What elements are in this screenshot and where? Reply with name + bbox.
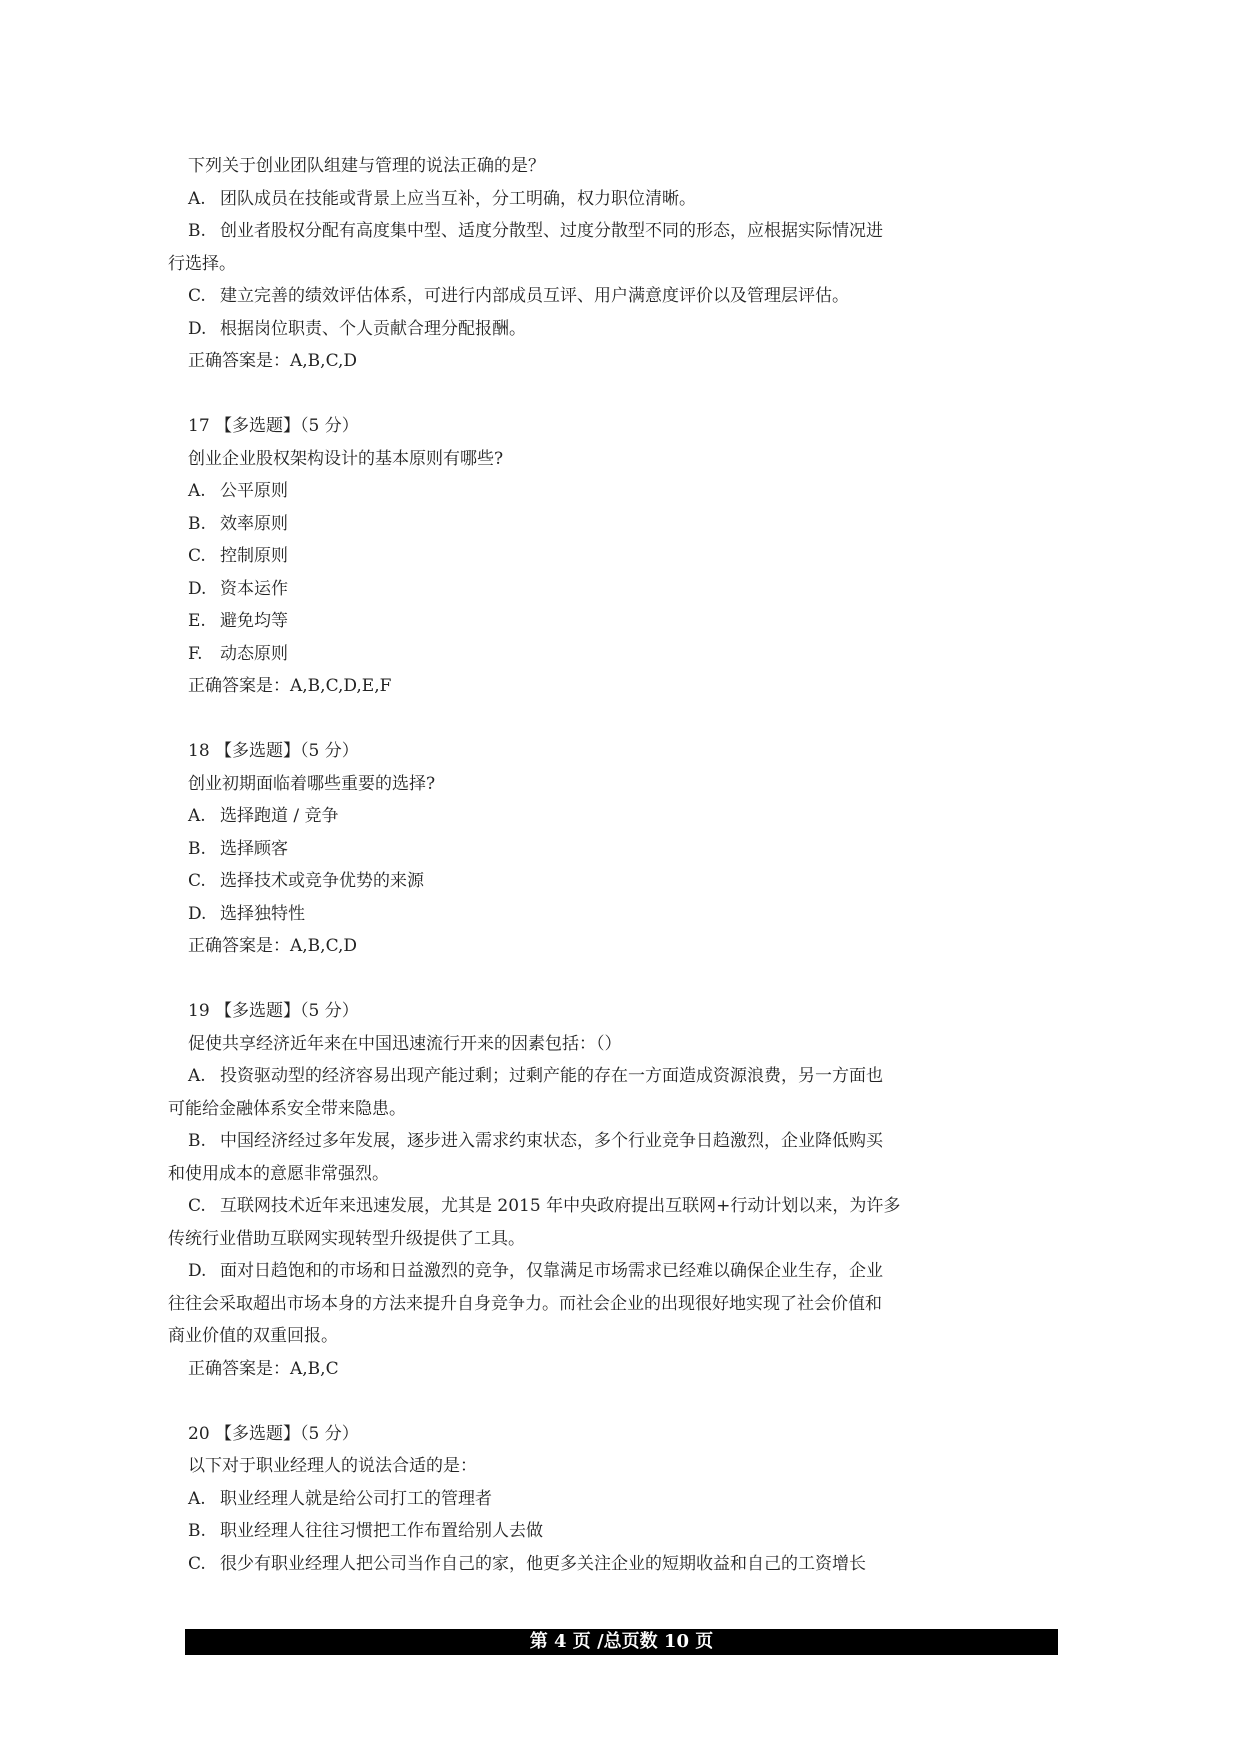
question-text: 创业初期面临着哪些重要的选择?	[188, 773, 436, 794]
option-b: B. 中国经济经过多年发展，逐步进入需求约束状态，多个行业竞争日趋激烈，企业降低购买	[188, 1131, 883, 1151]
question-header: 20 【多选题】（5 分）	[188, 1423, 359, 1444]
option-a-continued: 可能给金融体系安全带来隐患。	[168, 1098, 406, 1119]
spacer	[188, 378, 1058, 411]
correct-answer: 正确答案是：A,B,C,D,E,F	[188, 676, 392, 696]
option-a: A. 团队成员在技能或背景上应当互补，分工明确，权力职位清晰。	[188, 188, 696, 209]
question-header: 19 【多选题】（5 分）	[188, 1001, 359, 1021]
page-number: 第 4 页 /总页数 10 页	[529, 1631, 714, 1652]
question-header: 17 【多选题】（5 分）	[188, 416, 359, 436]
option-d-continued-2: 商业价值的双重回报。	[168, 1326, 338, 1346]
option-b: B. 效率原则	[188, 513, 288, 534]
option-b: B. 职业经理人往往习惯把工作布置给别人去做	[188, 1521, 543, 1541]
spacer	[188, 963, 1058, 996]
question-16	[168, 150, 1058, 378]
option-a: A. 公平原则	[188, 481, 288, 501]
question-text: 促使共享经济近年来在中国迅速流行开来的因素包括：（）	[188, 1033, 622, 1054]
option-c: C. 控制原则	[188, 546, 288, 566]
option-d: D. 面对日趋饱和的市场和日益激烈的竞争，仅靠满足市场需求已经难以确保企业生存，企业	[188, 1261, 883, 1281]
question-18	[188, 735, 1058, 963]
option-c: C. 选择技术或竞争优势的来源	[188, 871, 424, 891]
option-b-continued: 行选择。	[168, 253, 236, 274]
correct-answer: 正确答案是：A,B,C,D	[188, 936, 358, 956]
question-text: 创业企业股权架构设计的基本原则有哪些?	[188, 448, 504, 469]
option-a: A. 投资驱动型的经济容易出现产能过剩；过剩产能的存在一方面造成资源浪费，另一方面也	[188, 1066, 883, 1086]
option-e: E. 避免均等	[188, 611, 288, 631]
option-d: D. 选择独特性	[188, 903, 305, 924]
spacer	[188, 1385, 1058, 1418]
correct-answer: 正确答案是：A,B,C	[188, 1358, 339, 1379]
option-f: F. 动态原则	[188, 643, 288, 664]
correct-answer: 正确答案是：A,B,C,D	[188, 351, 358, 371]
question-header: 18 【多选题】（5 分）	[188, 741, 359, 761]
option-d: D. 根据岗位职责、个人贡献合理分配报酬。	[188, 318, 526, 339]
option-c-continued: 传统行业借助互联网实现转型升级提供了工具。	[168, 1228, 525, 1249]
page-footer	[185, 1629, 1058, 1655]
option-d-continued-1: 往往会采取超出市场本身的方法来提升自身竞争力。而社会企业的出现很好地实现了社会价值和	[168, 1293, 882, 1314]
option-b: B. 创业者股权分配有高度集中型、适度分散型、过度分散型不同的形态，应根据实际情况进	[188, 221, 883, 241]
page-content	[168, 150, 1058, 1580]
option-b-continued: 和使用成本的意愿非常强烈。	[168, 1163, 389, 1184]
spacer	[188, 703, 1058, 736]
option-a: A. 选择跑道 / 竞争	[188, 806, 339, 826]
question-19	[168, 995, 1058, 1385]
option-c: C. 建立完善的绩效评估体系，可进行内部成员互评、用户满意度评价以及管理层评估。	[188, 286, 849, 306]
option-a: A. 职业经理人就是给公司打工的管理者	[188, 1488, 492, 1509]
question-17	[188, 410, 1058, 703]
option-c: C. 很少有职业经理人把公司当作自己的家，他更多关注企业的短期收益和自己的工资增长	[188, 1553, 866, 1574]
question-20	[188, 1418, 1058, 1581]
option-c: C. 互联网技术近年来迅速发展，尤其是 2015 年中央政府提出互联网+行动计划以来，为许多	[188, 1196, 901, 1216]
option-b: B. 选择顾客	[188, 838, 288, 859]
question-text: 以下对于职业经理人的说法合适的是：	[188, 1456, 477, 1476]
question-text: 下列关于创业团队组建与管理的说法正确的是？	[188, 156, 545, 176]
option-d: D. 资本运作	[188, 578, 288, 599]
